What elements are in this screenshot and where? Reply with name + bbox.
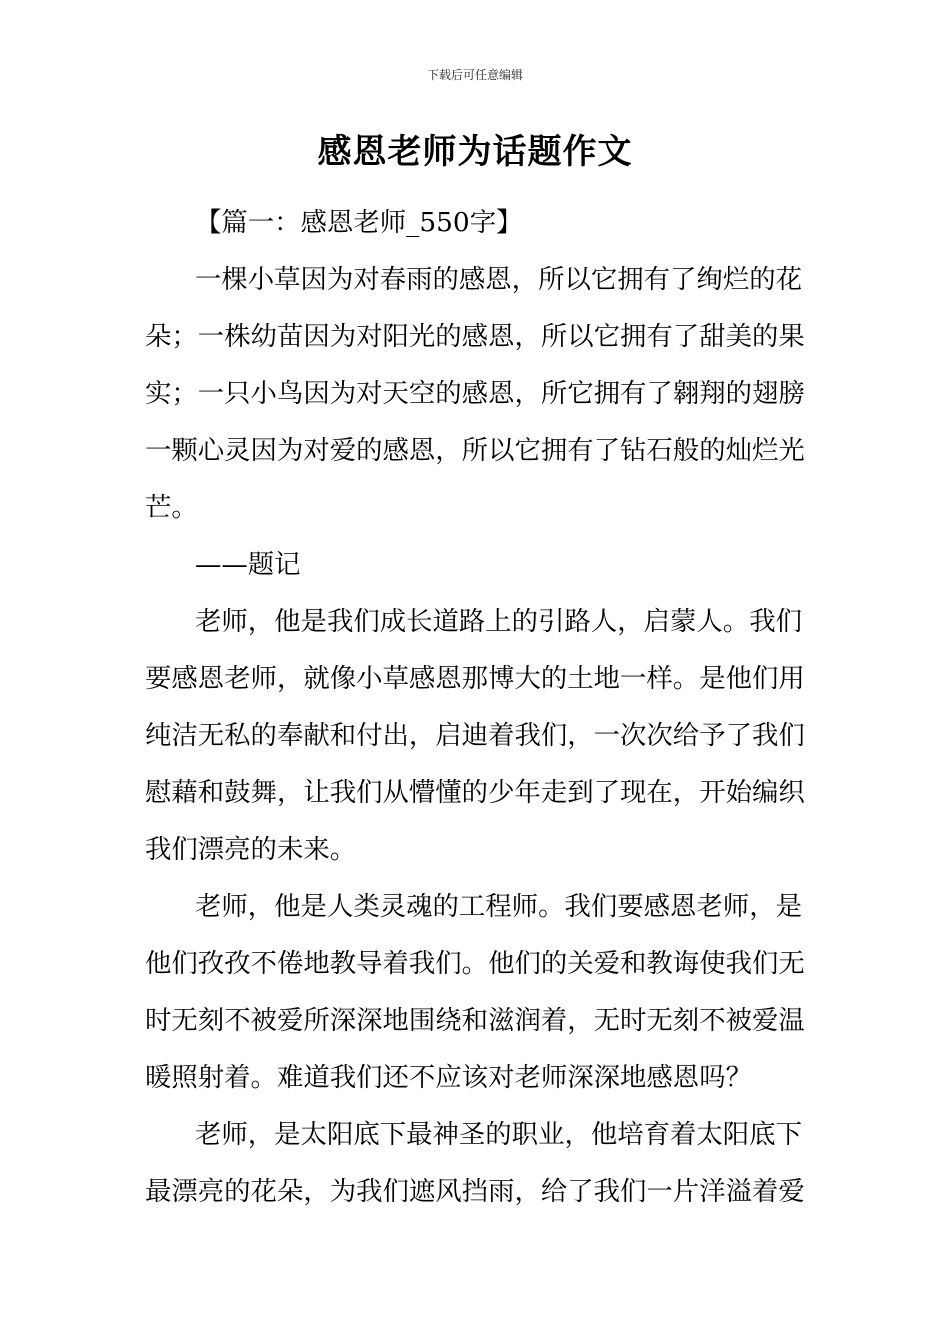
paragraph-epigraph: [145, 251, 807, 536]
text-line: 我们漂亮的未来。: [145, 834, 357, 865]
text-line: 实；一只小鸟因为对天空的感恩，所它拥有了翱翔的翅膀: [145, 378, 805, 409]
document-body: [145, 194, 807, 1220]
text-line: 老师，他是人类灵魂的工程师。我们要感恩老师，是: [195, 891, 802, 922]
header-note: 下载后可任意编辑: [426, 68, 523, 82]
paragraph: [145, 878, 807, 1106]
text-line: 一颗心灵因为对爱的感恩，所以它拥有了钻石般的灿烂光: [145, 435, 805, 466]
text-line: 老师，是太阳底下最神圣的职业，他培育着太阳底下: [195, 1119, 802, 1150]
text-line: 纯洁无私的奉献和付出，启迪着我们，一次次给予了我们: [145, 720, 805, 751]
text-line: 时无刻不被爱所深深地围绕和滋润着，无时无刻不被爱温: [145, 1005, 805, 1036]
text-line: 老师，他是我们成长道路上的引路人，启蒙人。我们: [195, 606, 802, 637]
document-title: 感恩老师为话题作文: [317, 132, 633, 172]
paragraph: [145, 593, 807, 878]
text-line: 朵；一株幼苗因为对阳光的感恩，所以它拥有了甜美的果: [145, 321, 805, 352]
text-line: 暖照射着。难道我们还不应该对老师深深地感恩吗？: [145, 1062, 752, 1093]
text-line: 要感恩老师，就像小草感恩那博大的土地一样。是他们用: [145, 663, 805, 694]
text-line: ——题记: [195, 549, 301, 580]
text-line: 芒。: [145, 492, 198, 523]
text-line: 慰藉和鼓舞，让我们从懵懂的少年走到了现在，开始编织: [145, 777, 805, 808]
paragraph: [145, 1106, 807, 1220]
paragraph-epigraph-attribution: [145, 536, 807, 593]
text-line: 他们孜孜不倦地教导着我们。他们的关爱和教诲使我们无: [145, 948, 805, 979]
section-subtitle: 【篇一：感恩老师_550字】: [195, 207, 523, 238]
text-line: 最漂亮的花朵，为我们遮风挡雨，给了我们一片洋溢着爱: [145, 1176, 805, 1207]
text-line: 一棵小草因为对春雨的感恩，所以它拥有了绚烂的花: [195, 264, 802, 295]
